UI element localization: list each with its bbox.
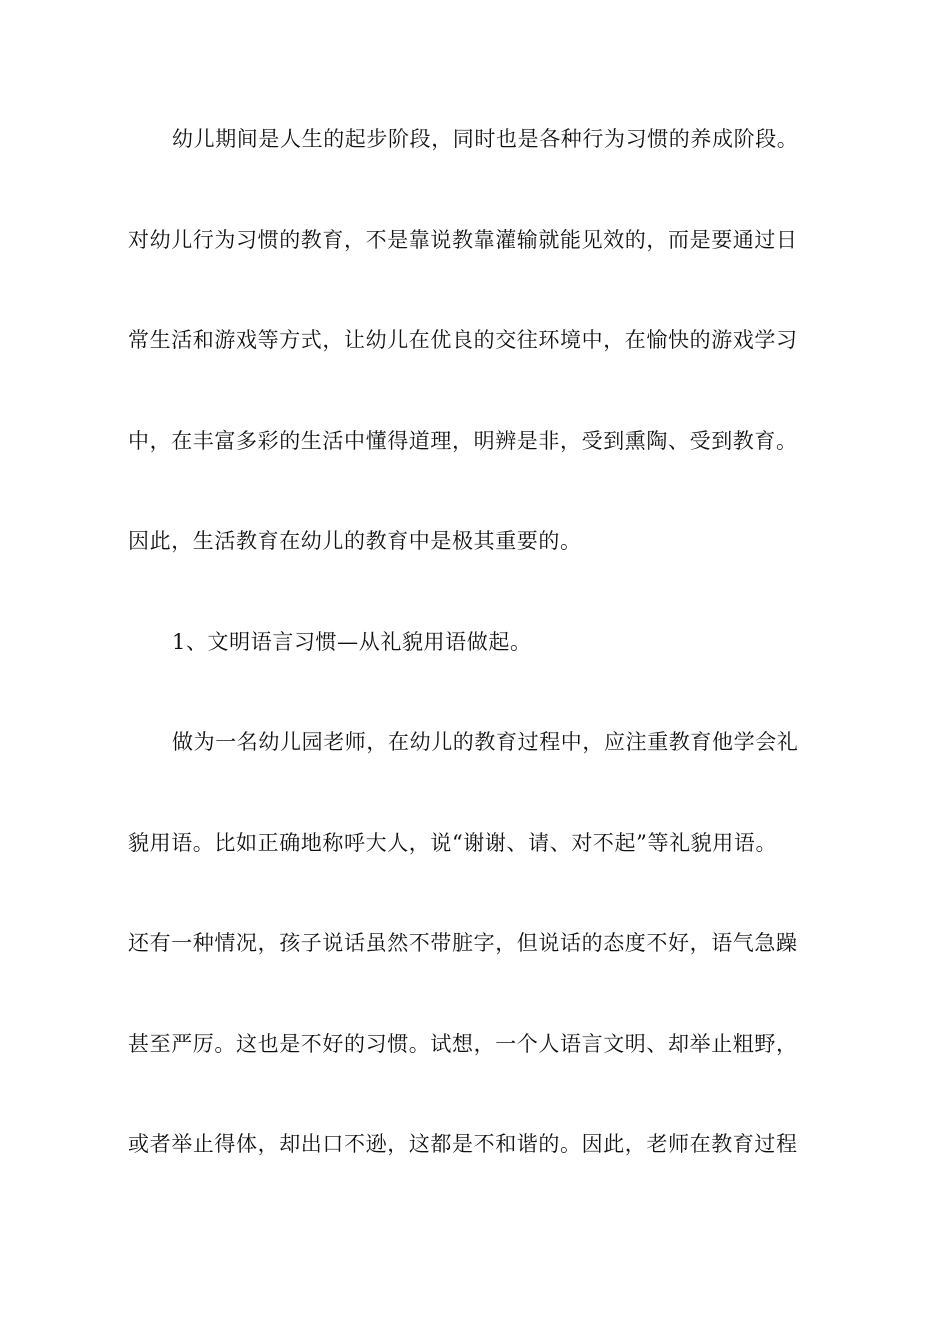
paragraph-intro-line-5: 因此，生活教育在幼儿的教育中是极其重要的。	[128, 529, 582, 553]
paragraph-section1-line-3: 还有一种情况，孩子说话虽然不带脏字，但说话的态度不好，语气急躁	[128, 931, 798, 955]
paragraph-intro-line-3: 常生活和游戏等方式，让幼儿在优良的交往环境中，在愉快的游戏学习	[128, 328, 798, 352]
paragraph-section1-line-2: 貌用语。比如正确地称呼大人，说“谢谢、请、对不起”等礼貌用语。	[128, 830, 778, 855]
paragraph-intro-line-2: 对幼儿行为习惯的教育，不是靠说教靠灌输就能见效的，而是要通过日	[128, 227, 798, 252]
section-heading-1: 1、文明语言习惯—从礼貌用语做起。	[172, 629, 532, 654]
paragraph-intro-line-1: 幼儿期间是人生的起步阶段，同时也是各种行为习惯的养成阶段。	[172, 127, 799, 151]
document-body	[128, 114, 828, 1220]
paragraph-section1-line-1: 做为一名幼儿园老师，在幼儿的教育过程中，应注重教育他学会礼	[172, 730, 799, 754]
paragraph-intro-line-4: 中，在丰富多彩的生活中懂得道理，明辨是非，受到熏陶、受到教育。	[128, 428, 798, 453]
paragraph-section1-line-4: 甚至严厉。这也是不好的习惯。试想，一个人语言文明、却举止粗野，	[128, 1031, 798, 1056]
paragraph-section1-line-5: 或者举止得体，却出口不逊，这都是不和谐的。因此，老师在教育过程	[128, 1132, 798, 1156]
